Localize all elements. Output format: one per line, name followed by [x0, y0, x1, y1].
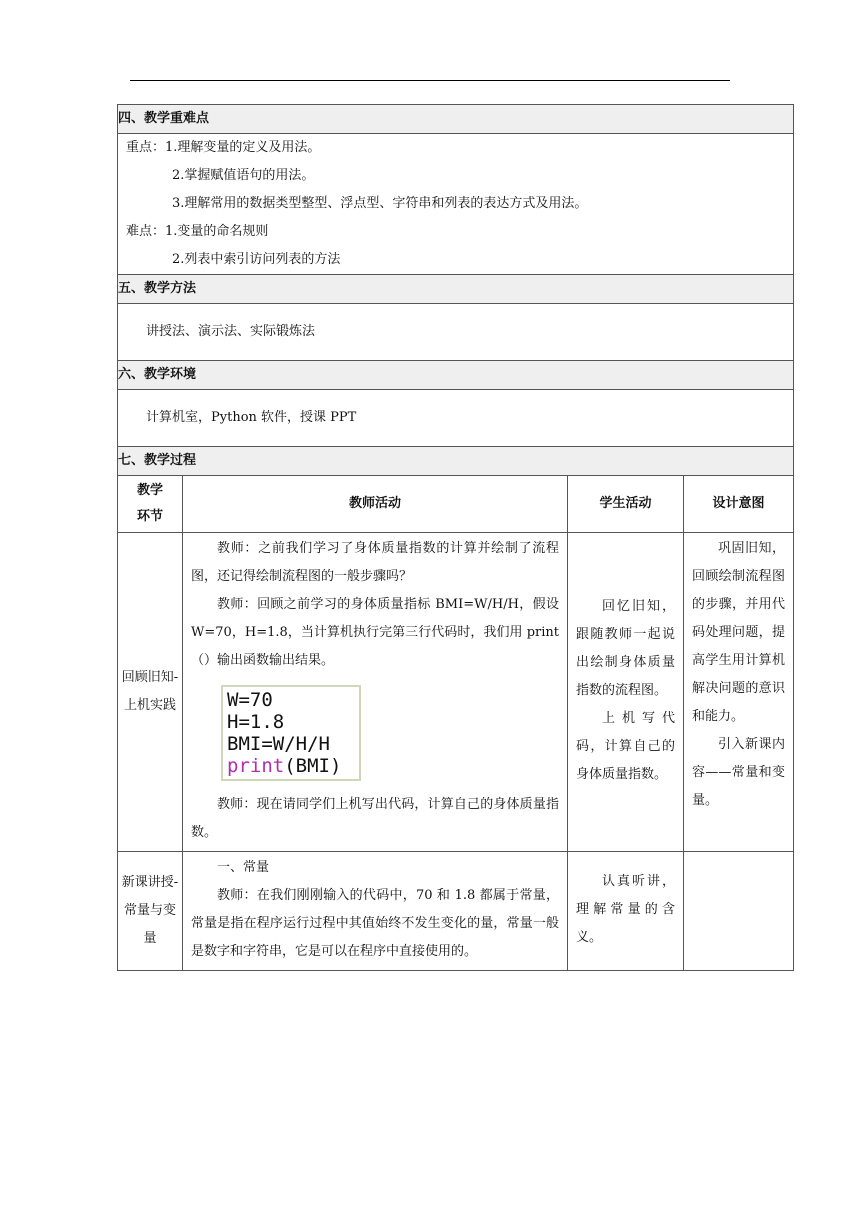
section7-header	[118, 447, 794, 476]
row1-student-activity	[568, 533, 684, 852]
process-row-review	[118, 533, 794, 852]
section4-header	[118, 105, 794, 134]
difficulty-2: 2.列表中索引访问列表的方法	[172, 252, 341, 267]
code-line-2: H=1.8	[227, 711, 285, 733]
row1-teacher-p2: 教师：回顾之前学习的身体质量指标 BMI=W/H/H，假设 W=70，H=1.8，当计算机执行完第三行代码时，我们用 print（）输出函数输出结果。	[191, 597, 559, 668]
code-print-args: (BMI)	[284, 755, 342, 777]
row2-stage: 新课讲授-常量与变量	[118, 852, 183, 971]
row1-design-intent	[684, 533, 794, 852]
student-header: 学生活动	[568, 476, 684, 533]
section6-header	[118, 361, 794, 390]
process-column-headers	[118, 476, 794, 533]
difficulty-1: 难点：1.变量的命名规则	[126, 224, 269, 239]
code-line-1: W=70	[227, 689, 273, 711]
row2-student-activity	[568, 852, 684, 971]
section4-body	[118, 134, 794, 275]
row1-intent-p2: 引入新课内容——常量和变量。	[692, 737, 786, 808]
row2-student-p1: 认真听讲，理解常量的含义。	[576, 874, 675, 945]
row1-teacher-p1: 教师：之前我们学习了身体质量指数的计算并绘制了流程图，还记得绘制流程图的一般步骤吗？	[191, 541, 559, 584]
code-screenshot	[221, 685, 361, 781]
section6-body	[118, 390, 794, 447]
lesson-plan-table	[117, 104, 794, 971]
stage-header-line2: 环节	[136, 509, 163, 524]
section4-title: 四、教学重难点	[118, 105, 794, 134]
header-rule	[130, 80, 730, 81]
teacher-header: 教师活动	[183, 476, 568, 533]
row2-teacher-p1: 一、常量	[217, 860, 270, 875]
intent-header: 设计意图	[684, 476, 794, 533]
process-row-new-lesson	[118, 852, 794, 971]
row1-stage: 回顾旧知-上机实践	[118, 533, 183, 852]
code-line-4	[227, 755, 355, 777]
section5-title: 五、教学方法	[118, 275, 794, 304]
row1-teacher-activity	[183, 533, 568, 852]
section7-title: 七、教学过程	[118, 447, 794, 476]
section5-body	[118, 304, 794, 361]
section5-content: 讲授法、演示法、实际锻炼法	[118, 304, 794, 361]
section5-header	[118, 275, 794, 304]
stage-header-line1: 教学	[136, 483, 163, 498]
section6-content: 计算机室，Python 软件，授课 PPT	[118, 390, 794, 447]
row1-student-p1: 回忆旧知，跟随教师一起说出绘制身体质量指数的流程图。	[576, 599, 675, 698]
row1-teacher-p3: 教师：现在请同学们上机写出代码，计算自己的身体质量指数。	[191, 797, 559, 840]
code-print-keyword: print	[227, 755, 285, 777]
row2-teacher-p2: 教师：在我们刚刚输入的代码中，70 和 1.8 都属于常量，常量是指在程序运行过程中其值始终不发生变化的量，常量一般是数字和字符串，它是可以在程序中直接使用的。	[191, 888, 559, 959]
key-point-1: 重点：1.理解变量的定义及用法。	[126, 140, 321, 155]
key-point-3: 3.理解常用的数据类型整型、浮点型、字符串和列表的表达方式及用法。	[172, 196, 588, 211]
row2-design-intent	[684, 852, 794, 971]
row1-student-p2: 上机写代码，计算自己的身体质量指数。	[576, 711, 675, 782]
row1-intent-p1: 巩固旧知，回顾绘制流程图的步骤，并用代码处理问题，提高学生用计算机解决问题的意识和能力。	[692, 541, 786, 724]
key-point-2: 2.掌握赋值语句的用法。	[172, 168, 315, 183]
row2-teacher-activity	[183, 852, 568, 971]
stage-header	[118, 476, 183, 533]
section6-title: 六、教学环境	[118, 361, 794, 390]
code-line-3: BMI=W/H/H	[227, 733, 330, 755]
